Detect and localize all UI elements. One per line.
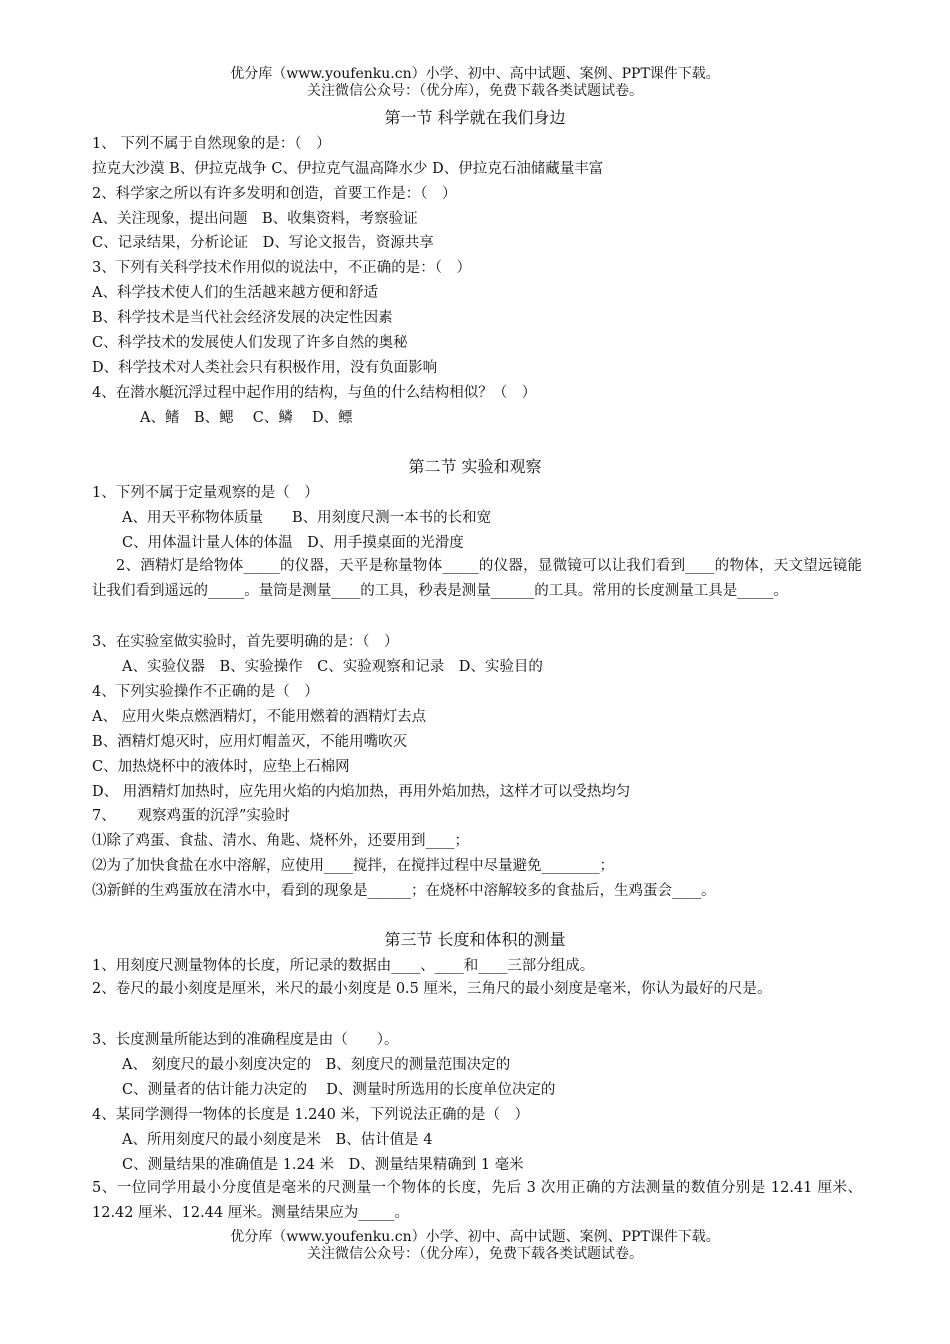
answer-options: A、所用刻度尺的最小刻度是米 B、估计值是 4 [122,1132,433,1148]
question-line: 1、 下列不属于自然现象的是：（ ） [92,136,331,152]
page-footer [0,1229,950,1263]
page-header [0,66,950,100]
question-line: D、科学技术对人类社会只有积极作用，没有负面影响 [92,360,438,376]
question-line: 3、在实验室做实验时，首先要明确的是：（ ） [92,634,399,650]
question-line: 1、用刻度尺测量物体的长度，所记录的数据由____、____和____三部分组成。 [92,958,595,974]
question-line: ⑵为了加快食盐在水中溶解，应使用____搅拌，在搅拌过程中尽量避免________； [92,858,614,874]
answer-options: A、用天平称物体质量 B、用刻度尺测一本书的长和宽 [122,510,492,526]
footer-line-2: 关注微信公众号：（优分库），免费下载各类试题试卷。 [307,1246,643,1262]
question-line: B、酒精灯熄灭时，应用灯帽盖灭，不能用嘴吹灭 [92,734,408,750]
question-line: C、科学技术的发展使人们发现了许多自然的奥秘 [92,335,408,351]
section-3-title: 第三节 长度和体积的测量 [384,930,566,949]
question-line: 1、下列不属于定量观察的是（ ） [92,485,319,501]
section-1-title: 第一节 科学就在我们身边 [384,108,566,127]
question-line: 5、一位同学用最小分度值是毫米的尺测量一个物体的长度，先后 3 次用正确的方法测量的数值分别是 12.41 厘米、12.42 厘米、12.44 厘米。测量结果应为_____。 [92,1180,862,1221]
question-line: A、科学技术使人们的生活越来越方便和舒适 [92,285,378,301]
answer-options: A、 刻度尺的最小刻度决定的 B、刻度尺的测量范围决定的 [122,1057,511,1073]
question-line: 3、下列有关科学技术作用似的说法中，不正确的是：（ ） [92,260,471,276]
answer-options: C、用体温计量人体的体温 D、用手摸桌面的光滑度 [122,535,464,551]
footer-line-1: 优分库（www.youfenku.cn）小学、初中、高中试题、案例、PPT课件下载。 [230,1229,720,1245]
question-line: C、加热烧杯中的液体时，应垫上石棉网 [92,759,350,775]
header-line-2: 关注微信公众号：（优分库），免费下载各类试题试卷。 [307,83,643,99]
answer-options: C、测量结果的准确值是 1.24 米 D、测量结果精确到 1 毫米 [122,1157,524,1173]
header-line-1: 优分库（www.youfenku.cn）小学、初中、高中试题、案例、PPT课件下载。 [230,66,720,82]
question-line: C、记录结果，分析论证 D、写论文报告，资源共享 [92,235,434,251]
question-line: 4、某同学测得一物体的长度是 1.240 米，下列说法正确的是（ ） [92,1107,529,1123]
question-line: 7、 观察鸡蛋的沉浮”实验时 [92,808,290,824]
answer-options: A、实验仪器 B、实验操作 C、实验观察和记录 D、实验目的 [122,659,543,675]
question-line: 3、长度测量所能达到的准确程度是由（ ）。 [92,1032,399,1048]
question-line: ⑶新鲜的生鸡蛋放在清水中，看到的现象是______；在烧杯中溶解较多的食盐后，生鸡蛋会____。 [92,883,716,899]
question-line: ⑴除了鸡蛋、食盐、清水、角匙、烧杯外，还要用到____； [92,833,469,849]
question-line: 2、卷尺的最小刻度是厘米，米尺的最小刻度是 0.5 厘米，三角尺的最小刻度是毫米，你认为最好的尺是。 [92,981,772,997]
fill-in-question: 2、酒精灯是给物体_____的仪器，天平是称量物体_____的仪器，显微镜可以让我们看到____的物体，天文望远镜能让我们看到遥远的_____。量筒是测量____的工具，秒表是测量______的工具。常用的长度测量工具是_____。 [92,558,862,599]
question-line: A、关注现象，提出问题 B、收集资料，考察验证 [92,211,418,227]
question-line: 4、在潜水艇沉浮过程中起作用的结构，与鱼的什么结构相似？（ ） [92,385,537,401]
answer-options: A、鳍 B、鳃 C、鳞 D、鳔 [140,410,353,426]
question-line: 2、科学家之所以有许多发明和创造，首要工作是：（ ） [92,186,457,202]
question-line: 拉克大沙漠 B、伊拉克战争 C、伊拉克气温高降水少 D、伊拉克石油储藏量丰富 [92,161,604,177]
question-line: B、科学技术是当代社会经济发展的决定性因素 [92,310,393,326]
answer-options: C、测量者的估计能力决定的 D、测量时所选用的长度单位决定的 [122,1082,556,1098]
question-line: D、 用酒精灯加热时，应先用火焰的内焰加热，再用外焰加热，这样才可以受热均匀 [92,784,631,800]
question-line: 4、下列实验操作不正确的是（ ） [92,684,319,700]
section-2-title: 第二节 实验和观察 [408,457,542,476]
question-line: A、 应用火柴点燃酒精灯，不能用燃着的酒精灯去点 [92,709,427,725]
